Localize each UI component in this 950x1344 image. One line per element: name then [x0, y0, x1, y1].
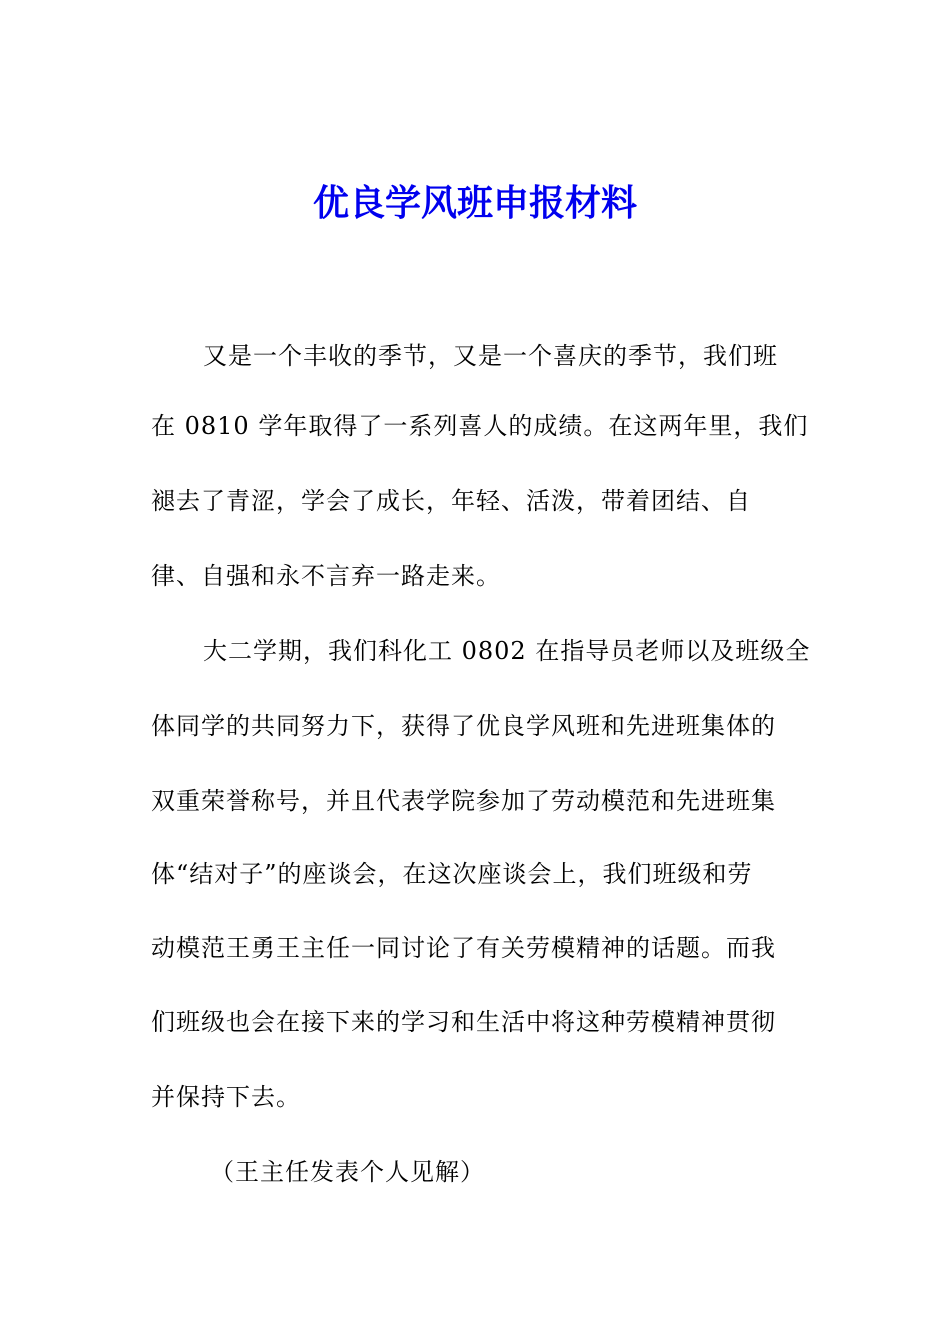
paragraph-2-line-1: 大二学期，我们科化工 0802 在指导员老师以及班级全 — [203, 637, 811, 665]
paragraph-2-line-3: 双重荣誉称号，并且代表学院参加了劳动模范和先进班集 — [151, 787, 776, 815]
paragraph-2-line-5: 动模范王勇王主任一同讨论了有关劳模精神的话题。而我 — [151, 934, 776, 962]
paragraph-1-line-2: 在 0810 学年取得了一系列喜人的成绩。在这两年里，我们 — [151, 412, 809, 440]
paragraph-2-line-7: 并保持下去。 — [151, 1083, 301, 1111]
paragraph-2-line-2: 体同学的共同努力下，获得了优良学风班和先进班集体的 — [151, 712, 776, 740]
parenthetical-note: （王主任发表个人见解） — [210, 1158, 485, 1186]
paragraph-2-line-6: 们班级也会在接下来的学习和生活中将这种劳模精神贯彻 — [151, 1008, 776, 1036]
paragraph-1-line-3: 褪去了青涩，学会了成长，年轻、活泼，带着团结、自 — [151, 487, 751, 515]
paragraph-1-line-1: 又是一个丰收的季节，又是一个喜庆的季节，我们班 — [203, 342, 778, 370]
paragraph-2-line-4: 体“结对子”的座谈会，在这次座谈会上，我们班级和劳 — [151, 860, 753, 888]
document-title: 优良学风班申报材料 — [312, 182, 637, 224]
paragraph-1-line-4: 律、自强和永不言弃一路走来。 — [151, 562, 501, 590]
